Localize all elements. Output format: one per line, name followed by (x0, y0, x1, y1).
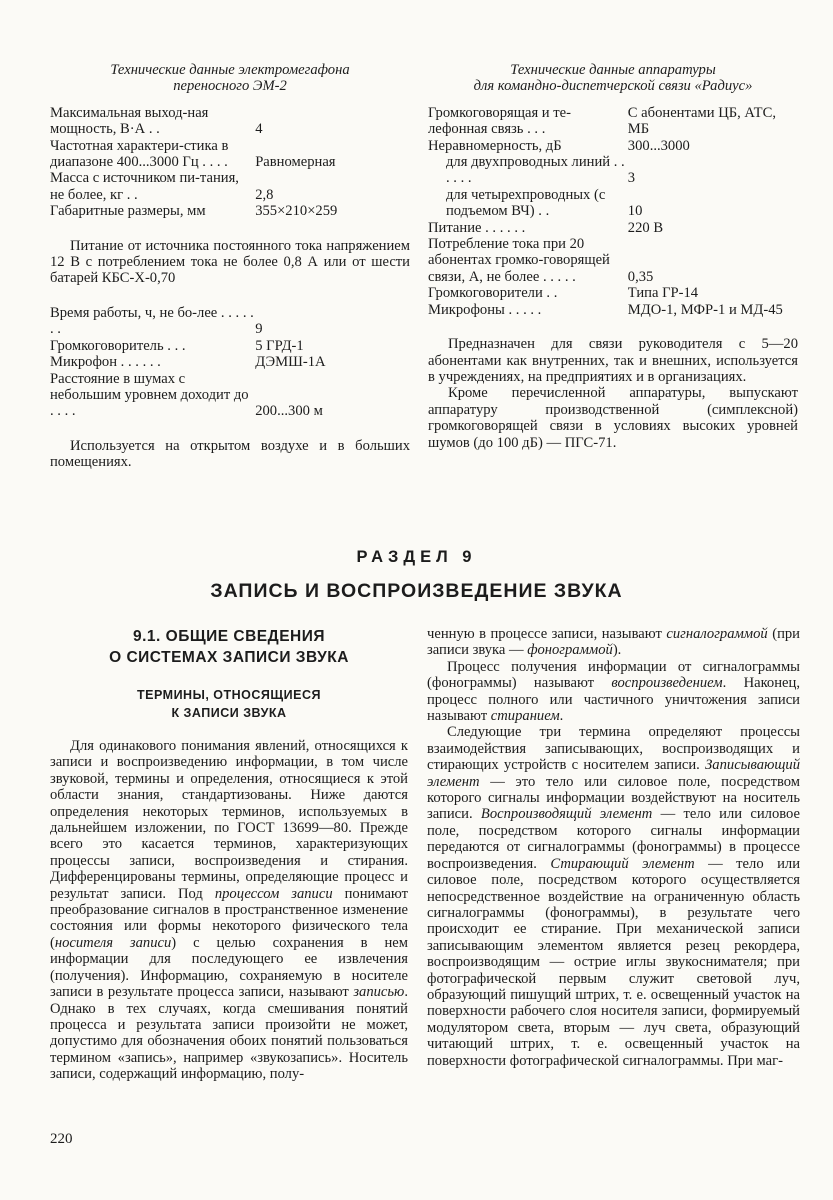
right-body-column (427, 626, 800, 1069)
spec-row: Неравномерность, дБ 300...3000 (428, 137, 690, 154)
spec-row: Громкоговорящая и те-лефонная связь . . . С абонентами ЦБ, АТС, МБ (428, 104, 776, 138)
em2-caption: Технические данные электромегафона переносного ЭМ-2 (110, 62, 350, 95)
spec-row: Габаритные размеры, мм 355×210×259 (50, 203, 338, 220)
spec-row: Громкоговорители . . Типа ГР-14 (428, 285, 699, 302)
section-label: РАЗДЕЛ 9 (356, 548, 477, 566)
radius-caption: Технические данные аппаратуры для командно-диспетчерской связи «Радиус» (473, 62, 753, 95)
spec-row: Расстояние в шумах с небольшим уровнем доходит до . . . . 200...300 м (50, 370, 323, 420)
spec-row: Питание . . . . . . 220 В (428, 219, 664, 236)
spec-row: Максимальная выход-ная мощность, В·А . . 4 (50, 104, 263, 138)
subsection-heading: 9.1. ОБЩИЕ СВЕДЕНИЯ О СИСТЕМАХ ЗАПИСИ ЗВУКА (109, 628, 349, 666)
terms-heading: ТЕРМИНЫ, ОТНОСЯЩИЕСЯ К ЗАПИСИ ЗВУКА (137, 688, 321, 720)
spec-row: Частотная характери-стика в диапазоне 400...3000 Гц . . . . Равномерная (50, 137, 336, 171)
spec-row: Масса с источником пи-тания, не более, кг . . 2,8 (50, 170, 274, 203)
spec-row: для двухпроводных линий . . . . . . 3 (446, 154, 636, 187)
left-body-paragraph: Для одинакового понимания явлений, относящихся к записи и воспроизведению информации, в том числе звуковой, термины и определения, относящиеся к этой области знания, стандартизованы. Ниже даются определения некоторых терминов, используемых в дальнейшем изложении, по ГОСТ 13699—80. Прежде всего это касается терминов, характеризующих процессы записи, воспроизведения и стирания. Дифференцированы термины, определяющие процесс и результат записи. Под процессом записи понимают преобразование сигналов в пространственное изменение состояния или формы некоторого физического тела (носителя записи) с целью сохранения в нем информации для последующего ее извлечения (получения). Информацию, сохраняемую в носителе записи в результате процесса записи, называют записью. Однако в тех случаях, когда смешивания понятий процесса и результата записи произойти не может, допустимо для обозначения обоих понятий пользоваться термином «запись», например «звукозапись». Носитель записи, содержащий информацию, полу- (50, 738, 409, 1083)
spec-row: Потребление тока при 20 абонентах громко-говорящей связи, А, не более . . . . . 0,35 (428, 236, 654, 285)
right-body-paragraph-3: Следующие три термина определяют процессы взаимодействия записывающих, воспроизводящих и стирающих устройств с носителем записи. Записывающий элемент — это тело или силовое поле, посредством которого сигналы информации воздействуют на носитель записи. Воспроизводящий элемент — тело или силовое поле, посредством которого сигналы информации передаются от сигналограммы (фонограммы) в процессе воспроизведения. Стирающий элемент — тело или силовое поле, посредством которого осуществляется непосредственное воздействие на ограниченную область сигналограммы (фонограммы), в результате чего происходит ее стирание. При механической записи записывающим элементом является резец рекордера, воспроизводящим — острие иглы звукоснимателя; при фотографической первым служит световой луч, образующий пишущий штрих, т. е. освещенный участок на поверхности рабочего слоя носителя записи, формируемый модулятором света, вторым — луч света, образующий читающий штрих, т. е. освещенный участок на поверхности фотографической сигналограммы. При маг- (427, 724, 801, 1069)
left-body-column (50, 738, 408, 1083)
em2-spec-table (50, 105, 410, 220)
em2-power-text: Питание от источника постоянного тока напряжением 12 В с потреблением тока не более 0,8 А или от шести батарей КБС-Х-0,70 (50, 237, 410, 287)
right-body-paragraph-1: ченную в процессе записи, называют сигналограммой (при записи звука — фонограммой). (427, 626, 800, 659)
spec-row: для четырехпроводных (с подъемом ВЧ) . . 10 (446, 186, 643, 220)
spec-row: Громкоговоритель . . . 5 ГРД-1 (50, 337, 304, 354)
radius-block (428, 62, 798, 451)
radius-purpose-text: Предназначен для связи руководителя с 5—20 абонентами как внутренних, так и внешних, используется в учреждениях, на предприятиях и в организациях. (428, 336, 798, 385)
em2-spec-table-2 (50, 305, 410, 420)
spec-row: Микрофон . . . . . . ДЭМШ-1А (50, 354, 326, 371)
spec-row: Время работы, ч, не бо-лее . . . . . . . 9 (50, 304, 263, 338)
radius-spec-table (428, 105, 798, 318)
em2-usage-text: Используется на открытом воздухе и в больших помещениях. (50, 437, 410, 471)
right-body-paragraph-2: Процесс получения информации от сигналограммы (фонограммы) называют воспроизведением. Наконец, процесс полного или частичного уничтожения записи называют стиранием. (427, 658, 800, 725)
radius-extra-text: Кроме перечисленной аппаратуры, выпускают аппаратуру производственной (симплексной) громкоговорящей связи в условиях высоких уровней шумов (до 100 дБ) — ПГС-71. (428, 385, 798, 451)
section-title: ЗАПИСЬ И ВОСПРОИЗВЕДЕНИЕ ЗВУКА (210, 580, 623, 602)
spec-row: Микрофоны . . . . . МДО-1, МФР-1 и МД-45 (428, 301, 783, 318)
page-number: 220 (50, 1131, 73, 1147)
em2-block (50, 62, 410, 471)
